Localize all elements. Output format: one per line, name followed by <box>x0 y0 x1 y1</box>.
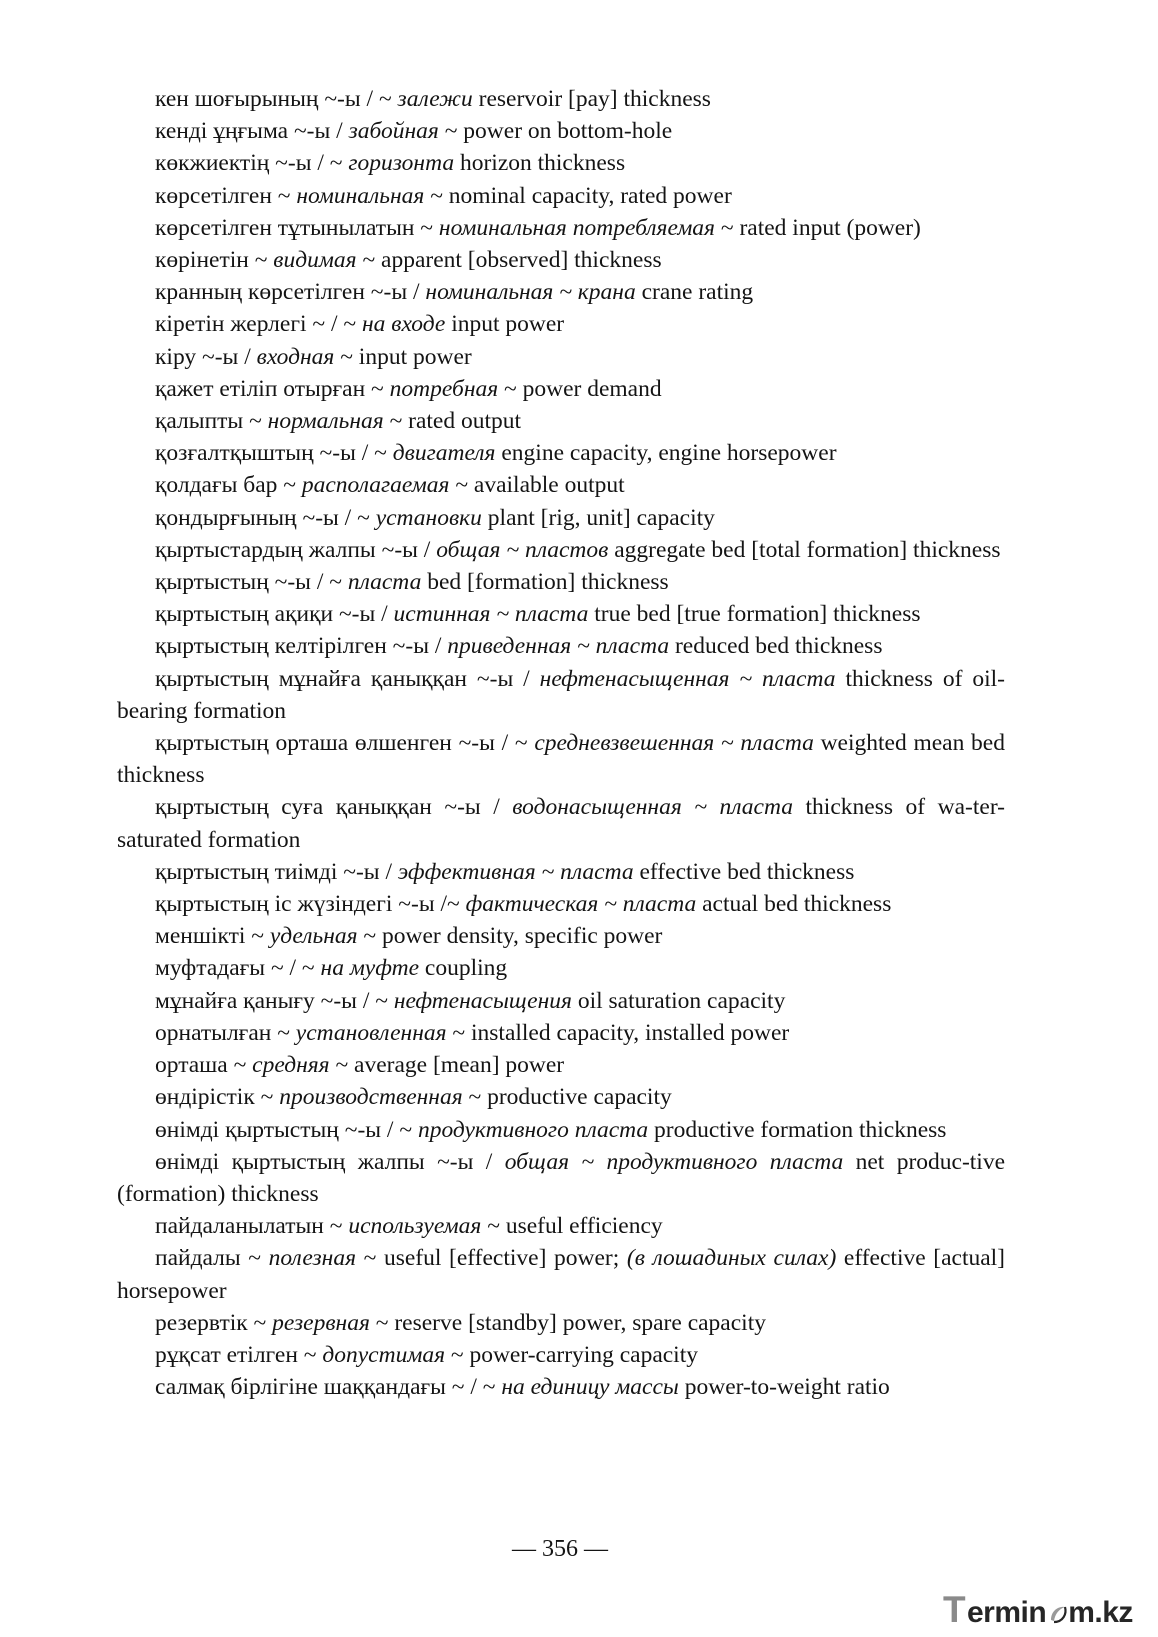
dictionary-entry <box>117 566 1005 598</box>
dictionary-entry <box>117 791 1005 855</box>
dictionary-entry <box>117 1242 1005 1306</box>
entry-en: ~ rated output <box>383 408 522 435</box>
entry-kz: муфтадағы ~ / ~ <box>155 955 321 982</box>
entry-en: reservoir [pay] thickness <box>472 86 711 112</box>
entry-ru: на единицу массы <box>501 1374 679 1401</box>
entry-en: power-to-weight ratio <box>678 1374 890 1401</box>
entry-ru: входная <box>256 343 335 370</box>
entry-en: horizon thickness <box>454 150 626 177</box>
entry-ru: удельная <box>269 923 358 950</box>
entry-en: ~ power demand <box>498 375 662 402</box>
entry-ru: нефтенасыщения <box>393 987 572 1014</box>
entry-kz: өндірістік ~ <box>155 1084 280 1111</box>
entry-ru: потребная <box>389 375 499 402</box>
entry-en: ~ power density, specific power <box>357 923 663 950</box>
entry-en: net produc-tive (formation) thickness <box>117 1148 1006 1207</box>
dictionary-entry <box>117 888 1005 920</box>
entry-ru: установки <box>375 504 482 531</box>
logo-text-1: ermin <box>967 1596 1047 1629</box>
dictionary-entry <box>117 1017 1005 1049</box>
dictionary-entry <box>117 276 1005 308</box>
dictionary-entries <box>117 83 1005 1403</box>
entry-en: weighted mean bed thickness <box>117 730 1005 789</box>
entry-ru2: (в лошадиных силах) <box>626 1245 837 1272</box>
entry-en: effective bed thickness <box>633 858 855 885</box>
entry-ru: пласта <box>347 569 422 596</box>
entry-kz: кенді ұңғыма ~-ы / <box>155 118 349 145</box>
entry-en: ~ installed capacity, installed power <box>446 1019 790 1046</box>
entry-kz: қыртыстың орташа өлшенген ~-ы / ~ <box>155 730 535 757</box>
entry-kz: көрсетілген ~ <box>155 182 297 209</box>
dictionary-entry <box>117 147 1005 179</box>
entry-kz: қондырғының ~-ы / ~ <box>155 504 376 531</box>
entry-kz: қажет етіліп отырған ~ <box>155 375 390 402</box>
entry-kz: салмақ бірлігіне шаққандағы ~ / ~ <box>155 1374 502 1401</box>
entry-en: ~ apparent [observed] thickness <box>356 247 662 274</box>
entry-kz: резервтік ~ <box>155 1309 273 1336</box>
entry-kz: кен шоғырының ~-ы / ~ <box>155 86 398 112</box>
dictionary-entry <box>117 727 1005 791</box>
entry-kz: қыртыстардың жалпы ~-ы / <box>155 536 437 563</box>
entry-en: coupling <box>419 955 508 982</box>
entry-ru: двигателя <box>392 440 496 467</box>
dictionary-entry <box>117 373 1005 405</box>
entry-en: ~ input power <box>334 343 472 370</box>
entry-en: engine capacity, engine horsepower <box>495 440 837 467</box>
entry-ru: общая ~ продуктивного пласта <box>504 1148 844 1175</box>
logo-letter-t: T <box>943 1589 966 1630</box>
entry-en: ~ reserve [standby] power, spare capacity <box>369 1309 766 1336</box>
entry-en: ~ average [mean] power <box>329 1052 565 1079</box>
dictionary-entry <box>117 1081 1005 1113</box>
entry-kz: рұқсат етілген ~ <box>155 1341 323 1368</box>
entry-ru: установленная <box>295 1019 447 1046</box>
entry-kz: орнатылған ~ <box>155 1019 296 1046</box>
entry-en: plant [rig, unit] capacity <box>481 504 715 531</box>
entry-en: thickness of wa-ter-saturated formation <box>117 794 1005 853</box>
entry-ru: полезная <box>268 1245 357 1272</box>
dictionary-entry <box>117 115 1005 147</box>
entry-kz: меншікті ~ <box>155 923 270 950</box>
entry-en: true bed [true formation] thickness <box>588 601 921 628</box>
entry-ru: используемая <box>348 1213 482 1240</box>
entry-en: thickness of oil-bearing formation <box>117 665 1005 724</box>
entry-en: ~ productive capacity <box>462 1084 672 1111</box>
dictionary-entry <box>117 598 1005 630</box>
entry-ru: номинальная ~ крана <box>425 279 636 306</box>
entry-en: ~ useful [effective] power; <box>356 1245 627 1272</box>
entry-ru: резервная <box>272 1309 370 1336</box>
entry-kz: өнімді қыртыстың жалпы ~-ы / <box>155 1148 505 1175</box>
dictionary-entry <box>117 83 1005 115</box>
entry-ru: залежи <box>397 86 473 112</box>
dictionary-entry <box>117 1146 1005 1210</box>
entry-en: ~ available output <box>449 472 625 499</box>
dictionary-entry <box>117 630 1005 662</box>
dictionary-entry <box>117 1210 1005 1242</box>
entry-ru: средняя <box>252 1052 330 1079</box>
entry-ru: приведенная ~ пласта <box>447 633 670 660</box>
entry-kz: қыртыстың келтірілген ~-ы / <box>155 633 448 660</box>
entry-ru: видимая <box>273 247 357 274</box>
dictionary-entry <box>117 469 1005 501</box>
entry-kz: кранның көрсетілген ~-ы / <box>155 279 426 306</box>
dictionary-entry <box>117 405 1005 437</box>
entry-en: aggregate bed [total formation] thickness <box>608 536 1001 563</box>
entry-ru: нефтенасыщенная ~ пласта <box>539 665 836 692</box>
dictionary-entry <box>117 985 1005 1017</box>
entry-kz: қыртыстың мұнайға қаныққан ~-ы / <box>155 665 540 692</box>
entry-kz: көкжиектің ~-ы / ~ <box>155 150 349 177</box>
dictionary-entry <box>117 1371 1005 1403</box>
entry-ru: продуктивного пласта <box>417 1116 649 1143</box>
entry-en: ~ power on bottom-hole <box>438 118 673 145</box>
entry-ru: забойная <box>348 118 439 145</box>
logo-text-2: m.kz <box>1068 1596 1133 1629</box>
page-number: — 356 — <box>512 1536 608 1562</box>
entry-ru: истинная ~ пласта <box>393 601 589 628</box>
entry-kz: кіретін жерлегі ~ / ~ <box>155 311 362 338</box>
entry-en: productive formation thickness <box>648 1116 947 1143</box>
entry-en: actual bed thickness <box>696 891 892 918</box>
entry-kz: өнімді қыртыстың ~-ы / ~ <box>155 1116 418 1143</box>
dictionary-entry <box>117 1307 1005 1339</box>
entry-en2: effective [actual] horsepower <box>117 1245 1006 1304</box>
termincom-logo <box>943 1589 1148 1633</box>
dictionary-entry <box>117 1339 1005 1371</box>
entry-ru: на муфте <box>320 955 420 982</box>
dictionary-entry <box>117 212 1005 244</box>
entry-en: ~ useful efficiency <box>481 1213 663 1240</box>
entry-kz: пайдалы ~ <box>155 1245 269 1272</box>
entry-kz: көрсетілген тұтынылатын ~ <box>155 214 439 241</box>
entry-ru: производственная <box>279 1084 463 1111</box>
entry-ru: допустимая <box>322 1341 445 1368</box>
entry-kz: қолдағы бар ~ <box>155 472 302 499</box>
entry-kz: мұнайға қанығу ~-ы / ~ <box>155 987 394 1014</box>
entry-en: input power <box>445 311 565 338</box>
dictionary-entry <box>117 1114 1005 1146</box>
entry-kz: қыртыстың ~-ы / ~ <box>155 569 348 596</box>
dictionary-entry <box>117 856 1005 888</box>
dictionary-entry <box>117 952 1005 984</box>
dictionary-entry <box>117 244 1005 276</box>
entry-en: crane rating <box>635 279 754 306</box>
entry-kz: орташа ~ <box>155 1052 253 1079</box>
logo-globe-icon <box>1048 1603 1068 1625</box>
dictionary-entry <box>117 180 1005 212</box>
entry-ru: средневзвешенная ~ пласта <box>534 730 814 757</box>
entry-kz: қыртыстың тиімді ~-ы / <box>155 858 398 885</box>
entry-kz: қыртыстың суға қаныққан ~-ы / <box>155 794 513 821</box>
entry-kz: қозғалтқыштың ~-ы / ~ <box>155 440 393 467</box>
entry-kz: қыртыстың ақиқи ~-ы / <box>155 601 394 628</box>
entry-kz: қалыпты ~ <box>155 408 268 435</box>
entry-en: bed [formation] thickness <box>421 569 669 596</box>
entry-ru: номинальная потребляемая <box>438 214 715 241</box>
entry-kz: қыртыстың іс жүзіндегі ~-ы /~ <box>155 891 466 918</box>
entry-ru: эффективная ~ пласта <box>397 858 634 885</box>
dictionary-entry <box>117 308 1005 340</box>
entry-ru: общая ~ пластов <box>436 536 609 563</box>
dictionary-entry <box>117 1049 1005 1081</box>
entry-en: oil saturation capacity <box>571 987 786 1014</box>
entry-ru: номинальная <box>296 182 425 209</box>
entry-kz: пайдаланылатын ~ <box>155 1213 349 1240</box>
entry-en: ~ power-carrying capacity <box>445 1341 698 1368</box>
entry-ru: на входе <box>361 311 446 338</box>
entry-ru: располагаемая <box>301 472 450 499</box>
dictionary-entry <box>117 502 1005 534</box>
entry-ru: фактическая ~ пласта <box>465 891 697 918</box>
entry-en: ~ nominal capacity, rated power <box>424 182 732 209</box>
entry-ru: нормальная <box>267 408 384 435</box>
entry-kz: кіру ~-ы / <box>155 343 257 370</box>
dictionary-entry <box>117 437 1005 469</box>
dictionary-entry <box>117 663 1005 727</box>
dictionary-entry <box>117 534 1005 566</box>
entry-en: reduced bed thickness <box>669 633 883 660</box>
entry-ru: водонасыщенная ~ пласта <box>512 794 793 821</box>
dictionary-entry <box>117 341 1005 373</box>
entry-en: ~ rated input (power) <box>715 214 921 241</box>
entry-ru: горизонта <box>348 150 455 177</box>
entry-kz: көрінетін ~ <box>155 247 274 274</box>
dictionary-entry <box>117 920 1005 952</box>
